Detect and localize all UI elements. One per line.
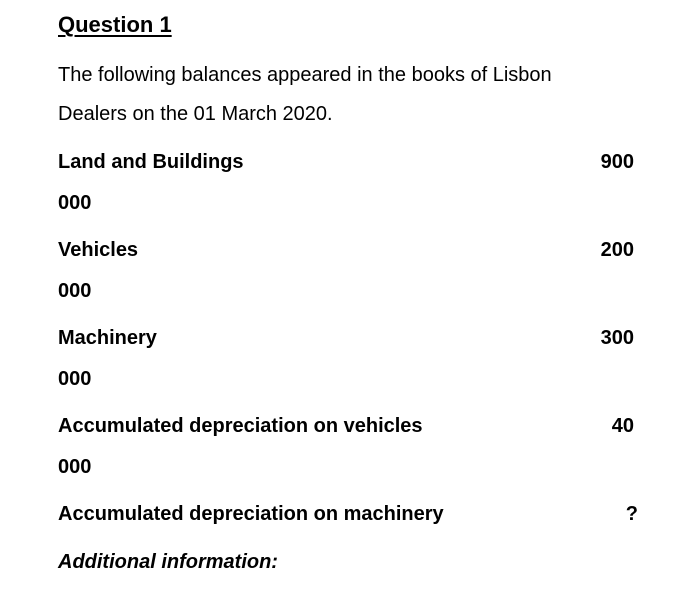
balance-value-accumulated-depreciation-machinery: ?	[625, 503, 638, 525]
balance-value-accumulated-depreciation-vehicles: 40	[611, 415, 634, 437]
balance-value-continuation-vehicles: 000	[58, 280, 92, 302]
balance-value-continuation-machinery: 000	[58, 368, 92, 390]
intro-text-line-2: Dealers on the 01 March 2020.	[58, 103, 333, 125]
balance-label-accumulated-depreciation-vehicles: Accumulated depreciation on vehicles	[58, 415, 423, 437]
balance-label-land-and-buildings: Land and Buildings	[58, 151, 244, 173]
balance-value-continuation-land-and-buildings: 000	[58, 192, 92, 214]
balance-value-land-and-buildings: 900	[600, 151, 634, 173]
balance-value-machinery: 300	[600, 327, 634, 349]
balance-value-continuation-accumulated-depreciation-vehicles: 000	[58, 456, 92, 478]
intro-text-line-1: The following balances appeared in the books of Lisbon	[58, 64, 552, 86]
balance-label-accumulated-depreciation-machinery: Accumulated depreciation on machinery	[58, 503, 444, 525]
balance-label-vehicles: Vehicles	[58, 239, 139, 261]
question-heading: Question 1	[58, 12, 172, 37]
additional-information-heading: Additional information:	[58, 551, 278, 573]
balance-value-vehicles: 200	[600, 239, 634, 261]
balance-label-machinery: Machinery	[58, 327, 157, 349]
